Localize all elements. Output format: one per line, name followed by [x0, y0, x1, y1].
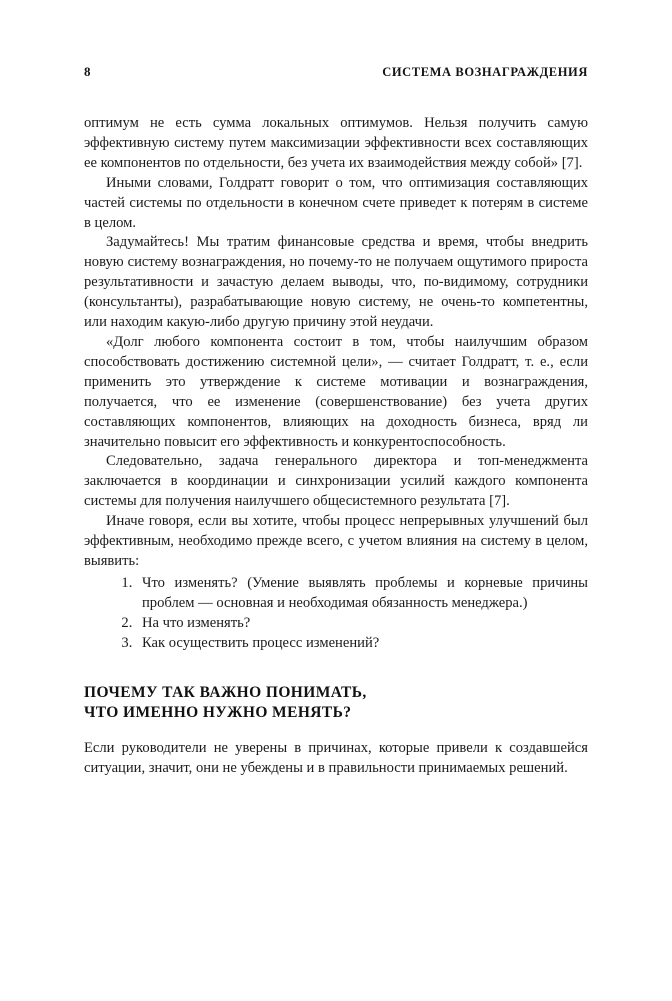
paragraph: Задумайтесь! Мы тратим финансовые средства и время, чтобы внедрить новую систему вознаграждения, но почему-то не получаем ощутимого прироста результативности и зачастую делаем выводы, что, по-видимому, сотрудники (консультанты), разрабатывающие новую систему, не очень-то компетентны, или находим какую-либо другую причину этой неудачи. [84, 234, 588, 331]
body-text [84, 114, 588, 779]
section-body [84, 739, 588, 779]
section-heading-line-2: ЧТО ИМЕННО НУЖНО МЕНЯТЬ? [84, 704, 352, 722]
numbered-list [84, 574, 588, 654]
paragraph: «Долг любого компонента состоит в том, чтобы наилучшим образом способствовать достижению системной цели», — считает Голдратт, т. е., если применить это утверждение к системе мотивации и вознаграждения, получается, что ее изменение (совершенствование) без учета других составляющих компонентов, влияющих на доходность бизнеса, вряд ли значительно повысит его эффективность и конкурентоспособность. [84, 333, 588, 450]
list-item: 2. На что изменять? [136, 614, 588, 634]
paragraph: Иначе говоря, если вы хотите, чтобы процесс непрерывных улучшений был эффективным, необходимо прежде всего, с учетом влияния на систему в целом, выявить: [84, 513, 588, 569]
section-heading [84, 683, 588, 723]
list-item: 3. Как осуществить процесс изменений? [136, 634, 588, 654]
running-head [84, 60, 588, 80]
list-item: 1. Что изменять? (Умение выявлять проблемы и корневые причины проблем — основная и необходимая обязанность менеджера.) [136, 574, 588, 614]
paragraph: оптимум не есть сумма локальных оптимумов. Нельзя получить самую эффективную систему путем максимизации эффективности всех составляющих ее компонентов по отдельности, без учета их взаимодействия между собой» [7]. [84, 115, 588, 171]
section-heading-line-1: ПОЧЕМУ ТАК ВАЖНО ПОНИМАТЬ, [84, 684, 367, 702]
paragraph: Если руководители не уверены в причинах, которые привели к создавшейся ситуации, значит, они не убеждены и в правильности принимаемых решений. [84, 740, 588, 777]
page-number: 8 [84, 64, 91, 79]
paragraph: Иными словами, Голдратт говорит о том, что оптимизация составляющих частей системы по отдельности в конечном счете приведет к потерям в системе в целом. [84, 174, 588, 231]
paragraph: Следовательно, задача генерального директора и топ-менеджмента заключается в координации и синхронизации усилий каждого компонента системы для получения наилучшего общесистемного результата [7]. [84, 453, 588, 510]
running-head-title: СИСТЕМА ВОЗНАГРАЖДЕНИЯ [382, 65, 588, 79]
